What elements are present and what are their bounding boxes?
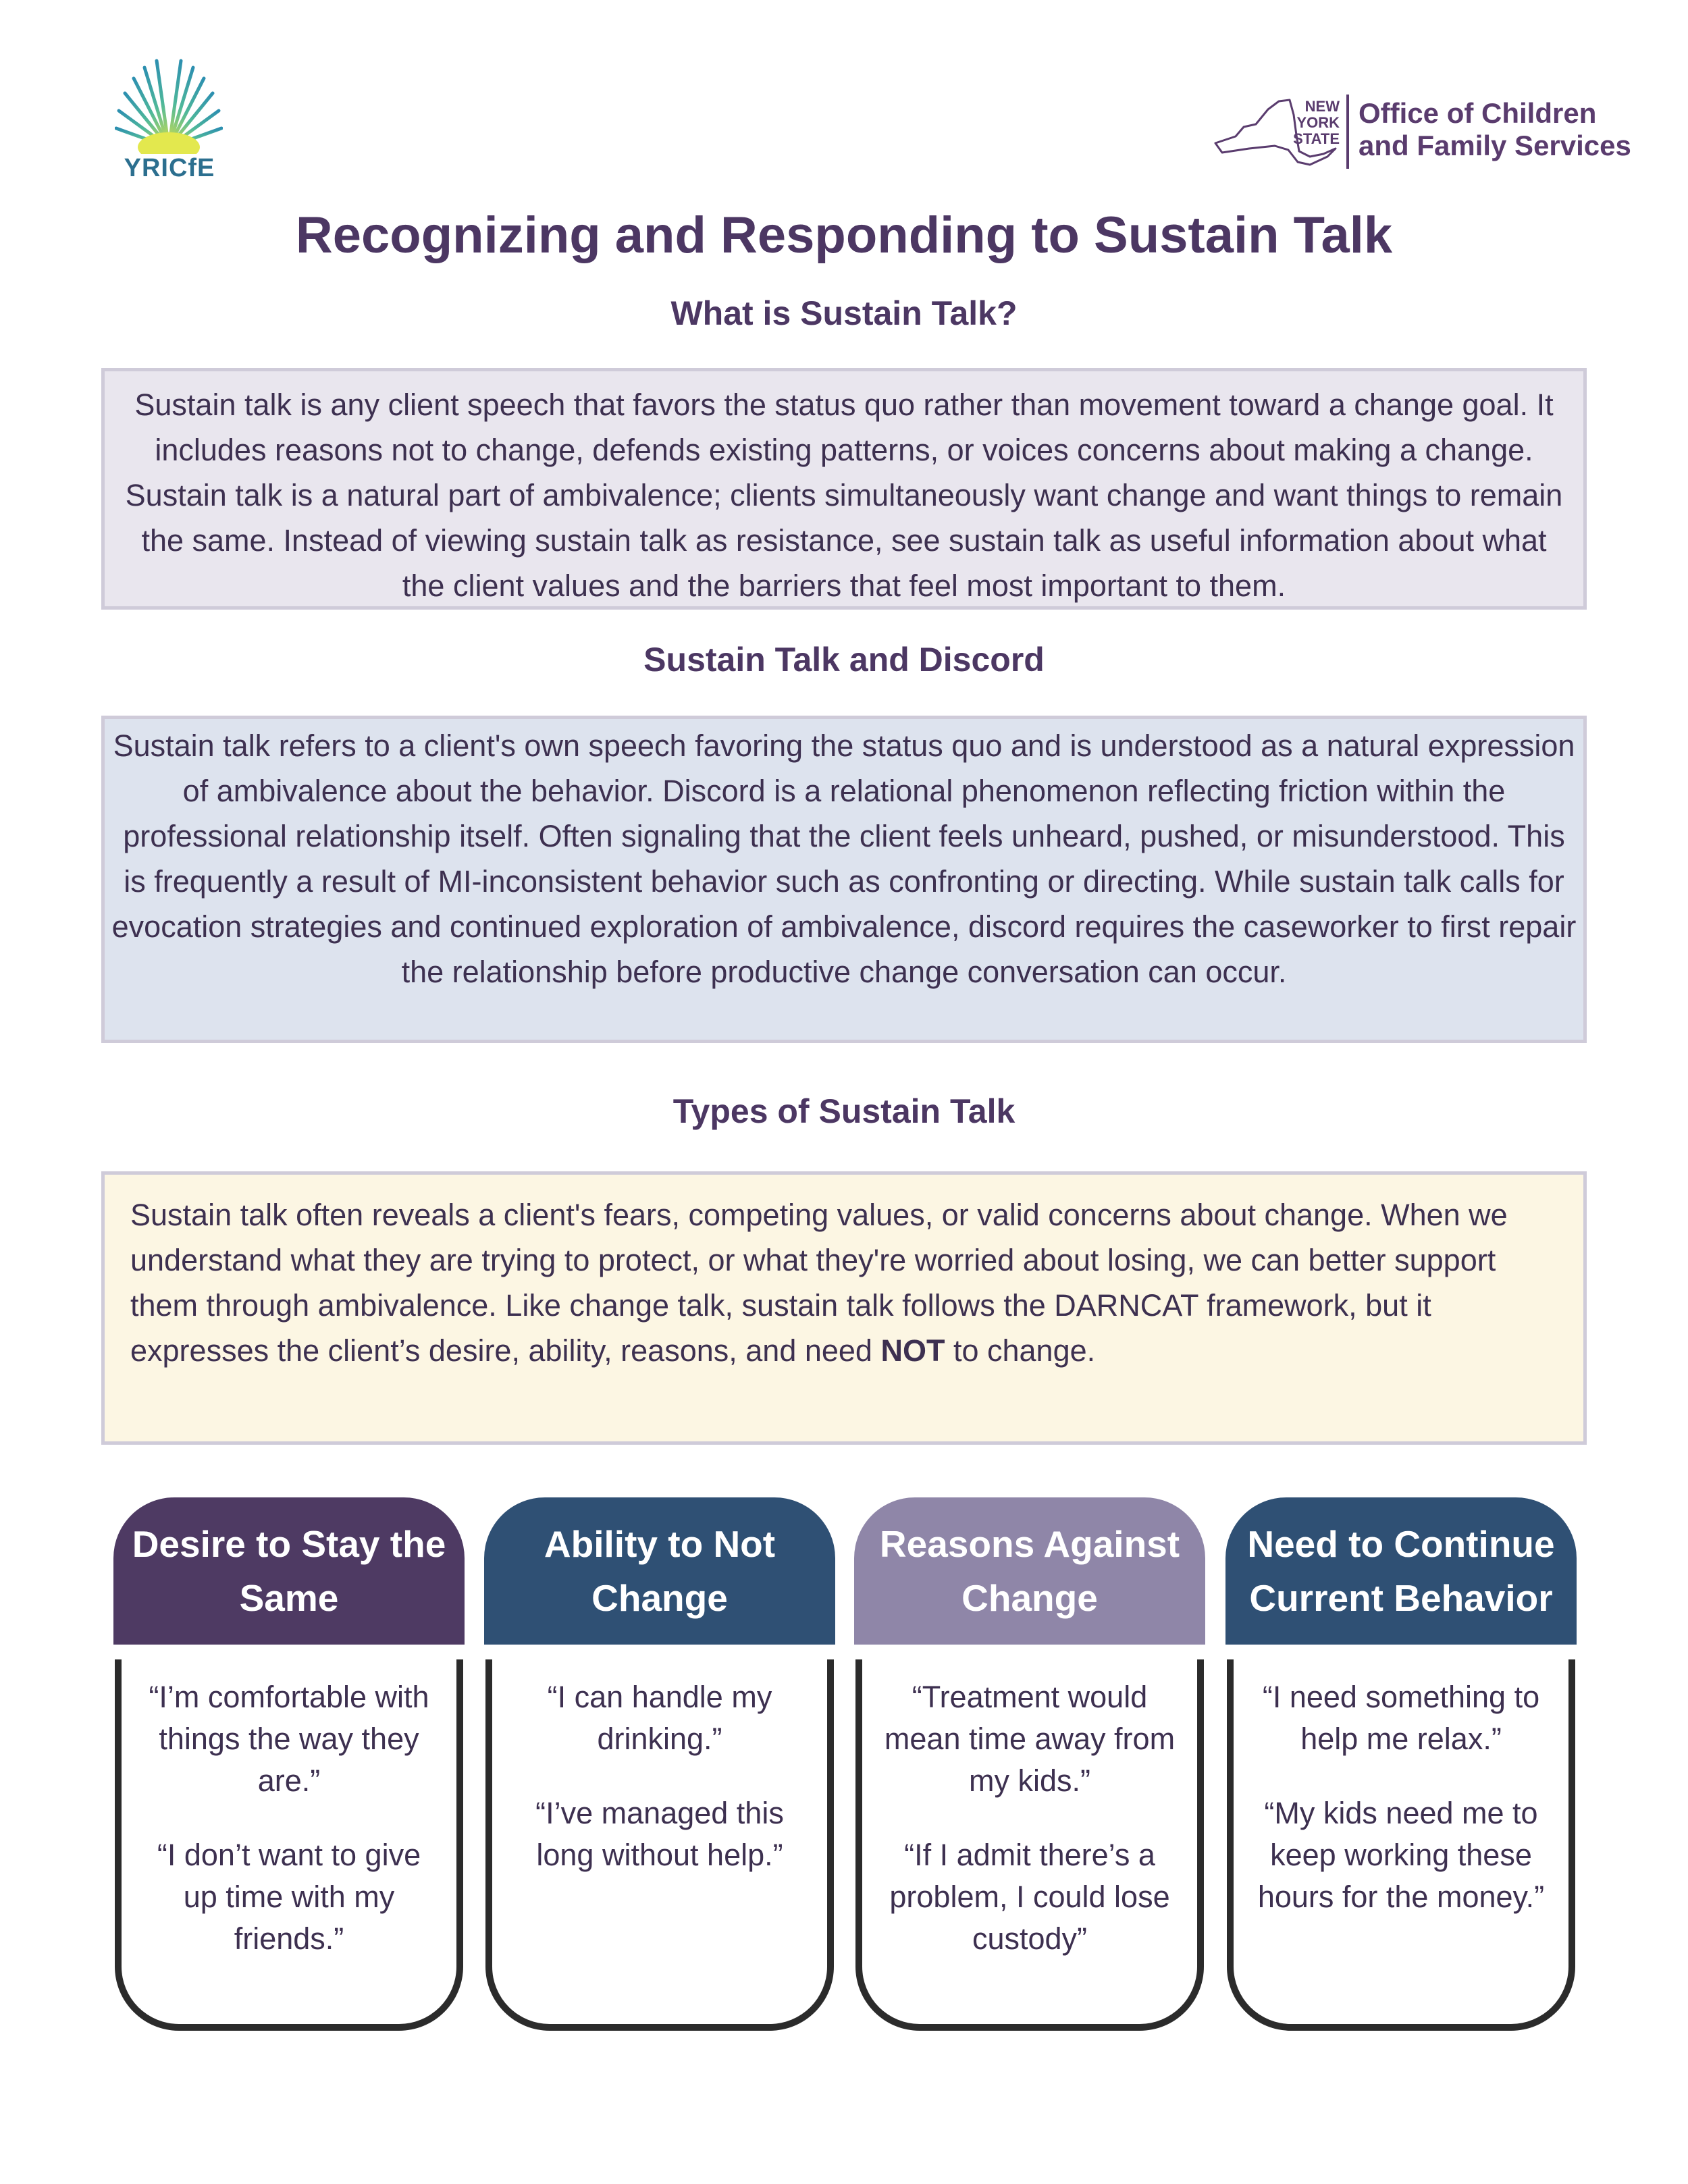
card-quote: “I’ve managed this long without help.” — [535, 1796, 784, 1872]
card-body — [115, 1659, 463, 2031]
card-title: Need to Continue Current Behavior — [1247, 1523, 1555, 1619]
card-quote: “If I admit there’s a problem, I could lose custody” — [889, 1838, 1170, 1956]
types-text-emphasis: NOT — [880, 1333, 945, 1368]
card-header — [1225, 1497, 1577, 1645]
ocfs-logo — [1209, 95, 1641, 176]
card-quote: “I need something to help me relax.” — [1262, 1680, 1540, 1756]
card-reasons-against-change — [854, 1497, 1205, 2031]
card-quote: “I can handle my drinking.” — [547, 1680, 772, 1756]
card-ability-to-not-change — [484, 1497, 835, 2031]
sustain-talk-and-discord-text: Sustain talk refers to a client's own speech favoring the status quo and is understood as a natural expression of ambivalence about the behavior. Discord is a relational phenomenon reflecting friction within the professional relationship itself. Often signaling that the client feels unheard, pushed, or misunderstood. This is frequently a result of MI-inconsistent behavior such as confronting or directing. While sustain talk calls for evocation strategies and continued exploration of ambivalence, discord requires the caseworker to first repair the relationship before productive change conversation can occur. — [101, 716, 1587, 1043]
section-heading-what-is-sustain-talk: What is Sustain Talk? — [670, 294, 1018, 332]
ocfs-name-line-1: Office of Children — [1359, 97, 1597, 129]
ocfs-name — [1359, 97, 1656, 162]
card-title: Desire to Stay the Same — [132, 1523, 446, 1619]
card-body — [485, 1659, 834, 2031]
card-quote: “I’m comfortable with things the way they are.” — [149, 1680, 429, 1798]
card-title: Ability to Not Change — [544, 1523, 776, 1619]
card-quote: “I don’t want to give up time with my friends.” — [157, 1838, 421, 1956]
yricfe-wordmark: YRICfE — [124, 154, 215, 182]
what-is-sustain-talk-text: Sustain talk is any client speech that favors the status quo rather than movement toward a change goal. It includes reasons not to change, defends existing patterns, or voices concerns about making a change. Sustain talk is a natural part of ambivalence; clients simultaneously want change and want things to remain the same. Instead of viewing sustain talk as resistance, see sustain talk as useful information about what the client values and the barriers that feel most important to them. — [101, 368, 1587, 610]
card-header — [854, 1497, 1205, 1645]
sunburst-icon — [115, 53, 223, 154]
section-heading-sustain-talk-and-discord: Sustain Talk and Discord — [643, 641, 1045, 678]
new-york-state-label: NEW YORK STATE — [1293, 98, 1340, 147]
card-header — [113, 1497, 465, 1645]
card-body — [855, 1659, 1204, 2031]
card-body — [1227, 1659, 1575, 2031]
card-title: Reasons Against Change — [879, 1523, 1180, 1619]
types-text-after: to change. — [945, 1333, 1096, 1368]
types-text-before: Sustain talk often reveals a client's fears, competing values, or valid concerns about change. When we understand what they are trying to protect, or what they're worried about losing, we can better support them through ambivalence. Like change talk, sustain talk follows the DARNCAT framework, but it expresses the client’s desire, ability, reasons, and need — [130, 1198, 1508, 1368]
logo-divider — [1346, 95, 1349, 169]
card-quote: “Treatment would mean time away from my kids.” — [884, 1680, 1176, 1798]
yricfe-logo — [115, 53, 223, 181]
section-heading-types-of-sustain-talk: Types of Sustain Talk — [672, 1092, 1016, 1130]
page-title: Recognizing and Responding to Sustain Talk — [295, 207, 1393, 264]
card-desire-to-stay-the-same — [113, 1497, 465, 2031]
types-of-sustain-talk-text — [101, 1171, 1587, 1445]
card-quote: “My kids need me to keep working these hours for the money.” — [1257, 1796, 1545, 1914]
card-need-to-continue-current-behavior — [1225, 1497, 1577, 2031]
ocfs-name-line-2: and Family Services — [1359, 130, 1631, 161]
card-header — [484, 1497, 835, 1645]
